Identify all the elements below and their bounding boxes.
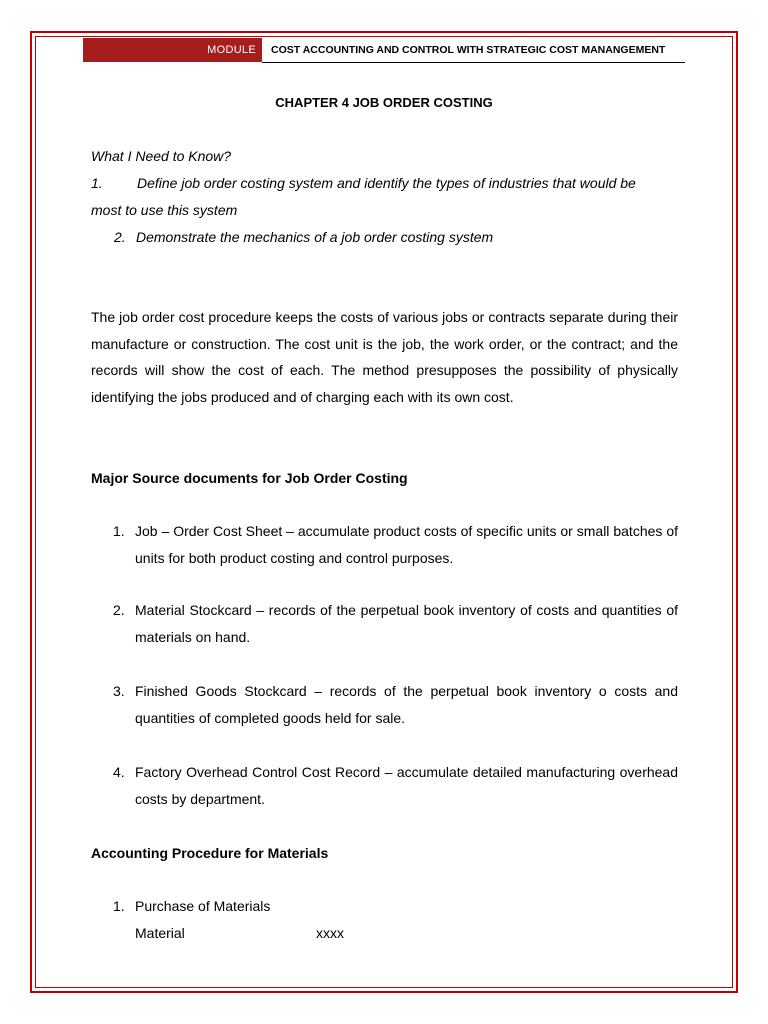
materials-item-number: 1. (113, 898, 125, 914)
list-item-number: 2. (113, 602, 125, 618)
objective-2-text: Demonstrate the mechanics of a job order costing system (136, 229, 494, 245)
list-item (113, 518, 678, 572)
journal-entry-amount: xxxx (316, 925, 344, 941)
objective-1-number: 1. (91, 175, 103, 191)
objective-1-text-cont: most to use this system (91, 202, 238, 218)
header-rule (262, 62, 685, 63)
need-to-know-heading: What I Need to Know? (91, 148, 232, 164)
list-item (113, 678, 678, 732)
module-title: COST ACCOUNTING AND CONTROL WITH STRATEGIC COST MANANGEMENT (271, 44, 666, 56)
module-label: MODULE (83, 38, 262, 62)
list-item-text: Finished Goods Stockcard – records of the perpetual book inventory o costs and quantities of completed goods held for sale. (135, 683, 678, 726)
source-docs-heading: Major Source documents for Job Order Costing (91, 470, 408, 486)
objective-2-number: 2. (114, 229, 126, 245)
chapter-title: CHAPTER 4 JOB ORDER COSTING (275, 95, 493, 110)
intro-paragraph: The job order cost procedure keeps the costs of various jobs or contracts separate during their manufacture or construction. The cost unit is the job, the work order, or the contract; and the records will show the cost of each. The method presupposes the possibility of physically identifying the jobs produced and of charging each with its own cost. (91, 309, 678, 405)
list-item-text: Material Stockcard – records of the perpetual book inventory of costs and quantities of materials on hand. (135, 602, 678, 645)
list-item (113, 597, 678, 651)
module-header (83, 38, 685, 62)
journal-entry-account: Material (135, 925, 185, 941)
list-item-number: 1. (113, 523, 125, 539)
list-item (113, 759, 678, 813)
materials-heading: Accounting Procedure for Materials (91, 845, 329, 861)
list-item-number: 4. (113, 764, 125, 780)
list-item-text: Job – Order Cost Sheet – accumulate product costs of specific units or small batches of units for both product costing and control purposes. (135, 523, 678, 566)
list-item-text: Factory Overhead Control Cost Record – accumulate detailed manufacturing overhead costs by department. (135, 764, 678, 807)
list-item-number: 3. (113, 683, 125, 699)
materials-item-text: Purchase of Materials (135, 898, 271, 914)
objective-1-text: Define job order costing system and identify the types of industries that would be (137, 175, 636, 191)
